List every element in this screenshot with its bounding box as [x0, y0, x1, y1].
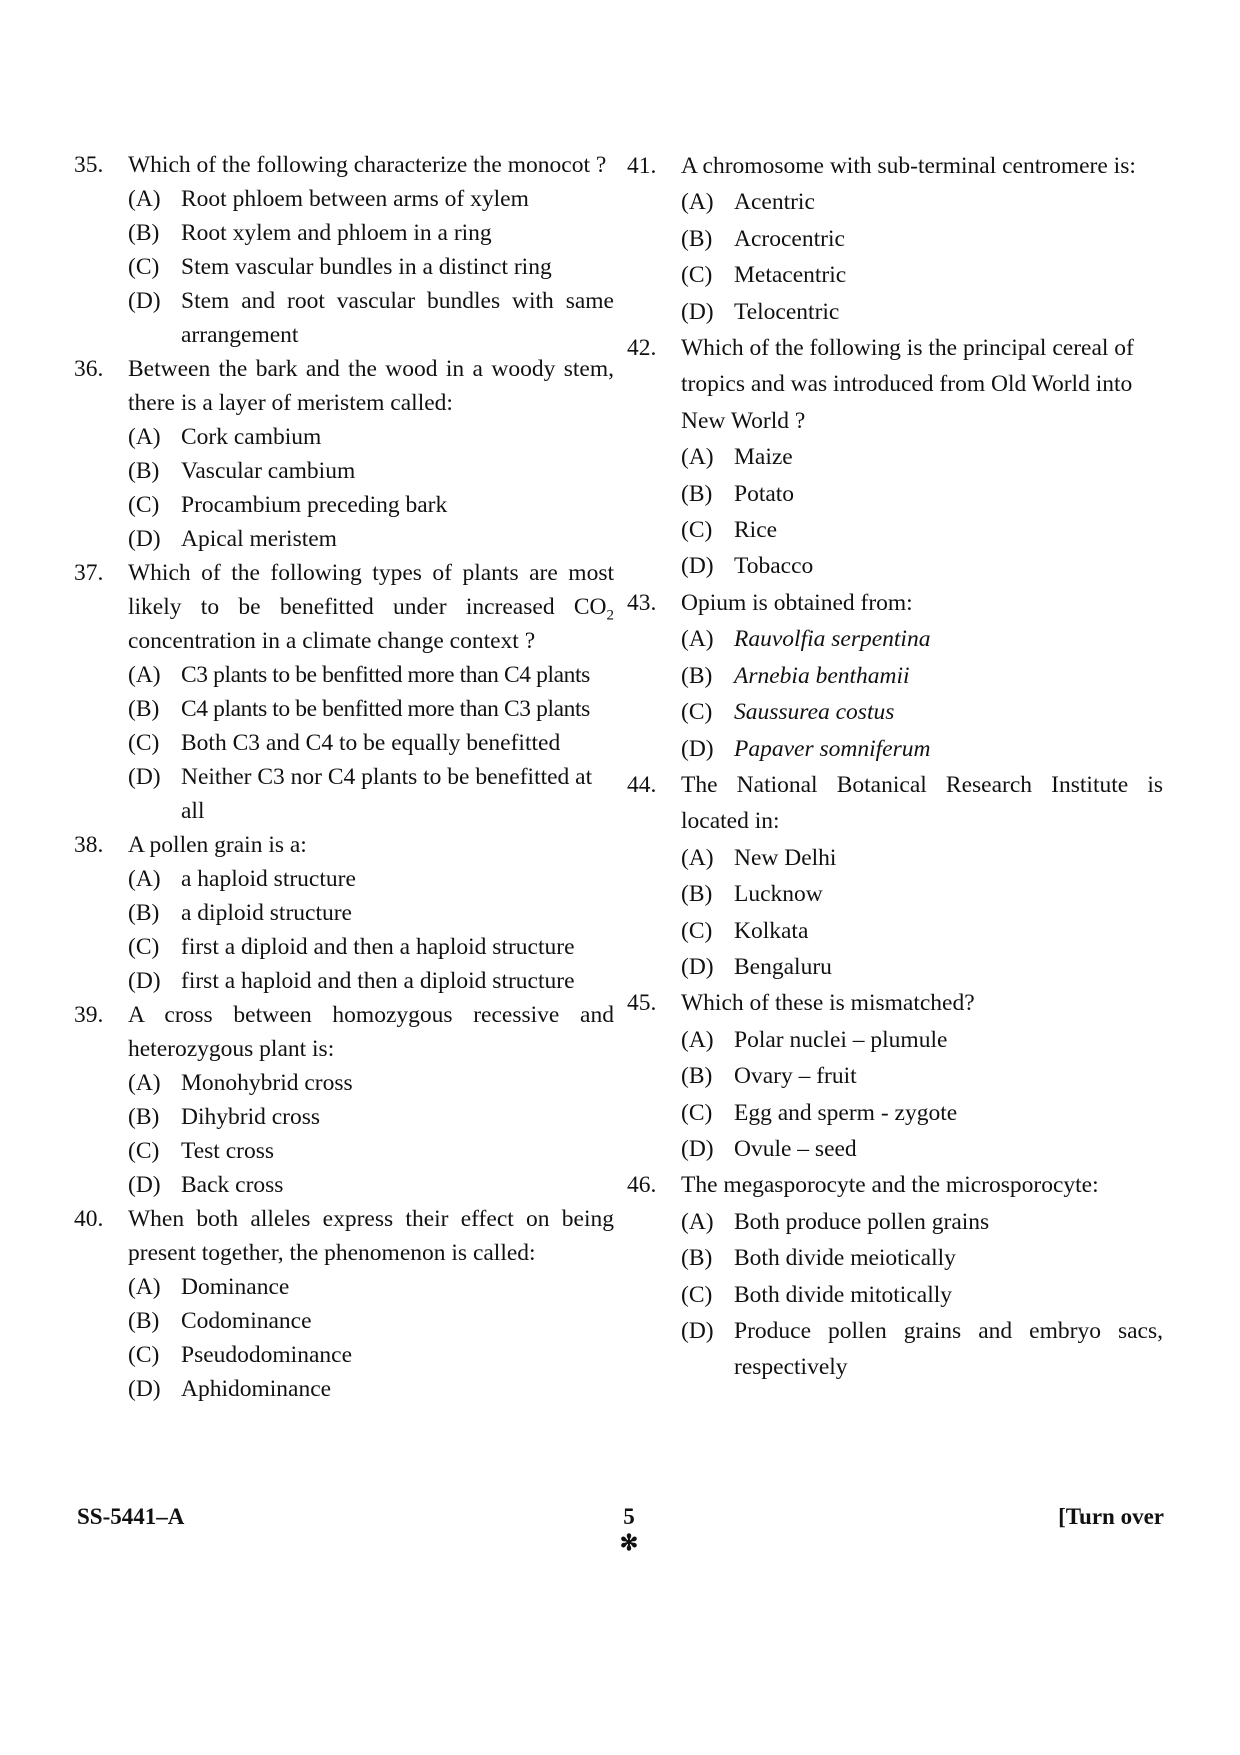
- question-text: Which of these is mismatched?: [681, 990, 975, 1017]
- question-number: 46.: [627, 1172, 657, 1199]
- option-a: (A) Root phloem between arms of xylem: [128, 186, 529, 212]
- option-b: (B) Codominance: [128, 1308, 312, 1334]
- option-c: (C) Test cross: [128, 1138, 274, 1164]
- option-d: (D) Telocentric: [681, 298, 840, 325]
- option-d: (D) Back cross: [128, 1172, 284, 1198]
- question-number: 44.: [627, 771, 657, 798]
- option-d: (D) Stem and root vascular bundles with same arrangement: [128, 288, 614, 348]
- question-44: [627, 767, 1163, 985]
- option-b: (B) a diploid structure: [128, 900, 352, 926]
- option-b: (B) Ovary – fruit: [681, 1063, 857, 1090]
- option-d: (D) first a haploid and then a diploid structure: [128, 968, 575, 994]
- option-b: (B) Root xylem and phloem in a ring: [128, 220, 492, 246]
- option-a: (A) Monohybrid cross: [128, 1070, 353, 1096]
- question-38: [74, 828, 614, 998]
- option-a: (A) Cork cambium: [128, 424, 322, 450]
- option-c: (C) Egg and sperm - zygote: [681, 1099, 958, 1126]
- question-text: A cross between homozygous recessive and heterozygous plant is:: [128, 1002, 614, 1062]
- page-footer: [77, 1504, 1164, 1564]
- option-c: (C) Stem vascular bundles in a distinct ring: [128, 254, 552, 280]
- option-c: (C) Pseudodominance: [128, 1342, 352, 1368]
- option-b: (B) Both divide meiotically: [681, 1245, 956, 1272]
- option-b: (B) C4 plants to be benfitted more than C3 plants: [128, 696, 590, 722]
- option-a: (A) New Delhi: [681, 844, 837, 871]
- option-a: (A) a haploid structure: [128, 866, 356, 892]
- question-number: 38.: [74, 832, 104, 858]
- asterisk-icon: ✻: [619, 1530, 639, 1555]
- question-number: 39.: [74, 1002, 104, 1028]
- option-b: (B) Lucknow: [681, 881, 823, 908]
- option-d: (D) Apical meristem: [128, 526, 337, 552]
- option-a: (A) Rauvolfia serpentina: [681, 626, 931, 653]
- option-b: (B) Dihybrid cross: [128, 1104, 321, 1130]
- option-c: (C) Rice: [681, 517, 778, 544]
- option-d: (D) Aphidominance: [128, 1376, 332, 1402]
- booklet-code: SS-5441–A: [77, 1504, 185, 1529]
- question-39: [74, 998, 614, 1202]
- question-42: [627, 330, 1163, 585]
- question-text: Between the bark and the wood in a woody stem, there is a layer of meristem called:: [128, 356, 614, 416]
- question-35: [74, 148, 614, 352]
- question-number: 36.: [74, 356, 104, 382]
- question-36: [74, 352, 614, 556]
- option-a: (A) Acentric: [681, 189, 815, 216]
- question-text: The National Botanical Research Institute is located in:: [681, 771, 1163, 835]
- question-number: 43.: [627, 589, 657, 616]
- page-number: 5: [623, 1504, 635, 1529]
- question-number: 37.: [74, 560, 104, 586]
- question-37: [74, 556, 614, 828]
- option-d: (D) Ovule – seed: [681, 1135, 857, 1162]
- question-45: [627, 985, 1163, 1167]
- question-41: [627, 148, 1163, 330]
- option-d: (D) Produce pollen grains and embryo sacs, respectively: [681, 1318, 1163, 1381]
- option-b: (B) Arnebia benthamii: [681, 662, 910, 689]
- question-text: Which of the following characterize the monocot ?: [128, 152, 607, 178]
- question-number: 45.: [627, 990, 657, 1017]
- turn-over-label: [Turn over: [1058, 1504, 1164, 1529]
- question-40: [74, 1202, 614, 1406]
- option-b: (B) Vascular cambium: [128, 458, 356, 484]
- right-column: [627, 148, 1163, 1386]
- option-b: (B) Acrocentric: [681, 225, 845, 252]
- question-number: 35.: [74, 152, 104, 178]
- question-text: A pollen grain is a:: [128, 832, 307, 858]
- question-number: 40.: [74, 1206, 104, 1232]
- option-d: (D) Papaver somniferum: [681, 735, 931, 762]
- option-c: (C) Kolkata: [681, 917, 809, 944]
- option-c: (C) first a diploid and then a haploid structure: [128, 934, 575, 960]
- option-c: (C) Metacentric: [681, 262, 847, 289]
- question-43: [627, 585, 1163, 767]
- question-number: 41.: [627, 153, 657, 179]
- question-text: Which of the following is the principal cereal of tropics and was introduced from Old World into New World ?: [681, 335, 1134, 434]
- question-number: 42.: [627, 335, 657, 362]
- question-46: [627, 1167, 1163, 1385]
- option-b: (B) Potato: [681, 480, 795, 507]
- option-c: (C) Saussurea costus: [681, 699, 895, 726]
- option-a: (A) Polar nuclei – plumule: [681, 1026, 948, 1053]
- question-text: A chromosome with sub-terminal centromere is:: [681, 153, 1136, 179]
- option-d: (D) Tobacco: [681, 553, 814, 580]
- question-text: When both alleles express their effect on being present together, the phenomenon is called:: [128, 1206, 614, 1266]
- option-a: (A) Both produce pollen grains: [681, 1208, 990, 1235]
- option-a: (A) Dominance: [128, 1274, 290, 1300]
- option-d: (D) Bengaluru: [681, 953, 832, 980]
- option-a: (A) Maize: [681, 444, 793, 471]
- option-c: (C) Procambium preceding bark: [128, 492, 448, 518]
- question-text: Which of the following types of plants are most likely to be benefitted under increased $CO_2$ concentration in a climate change context ?: [128, 560, 614, 654]
- option-a: (A) C3 plants to be benfitted more than C4 plants: [128, 662, 590, 688]
- option-c: (C) Both divide mitotically: [681, 1281, 953, 1308]
- question-text: Opium is obtained from:: [681, 589, 913, 616]
- option-c: (C) Both C3 and C4 to be equally benefitted: [128, 730, 561, 756]
- left-column: [74, 148, 614, 1406]
- question-text: The megasporocyte and the microsporocyte:: [681, 1172, 1099, 1199]
- option-d: (D) Neither C3 nor C4 plants to be benefitted at all: [128, 764, 593, 824]
